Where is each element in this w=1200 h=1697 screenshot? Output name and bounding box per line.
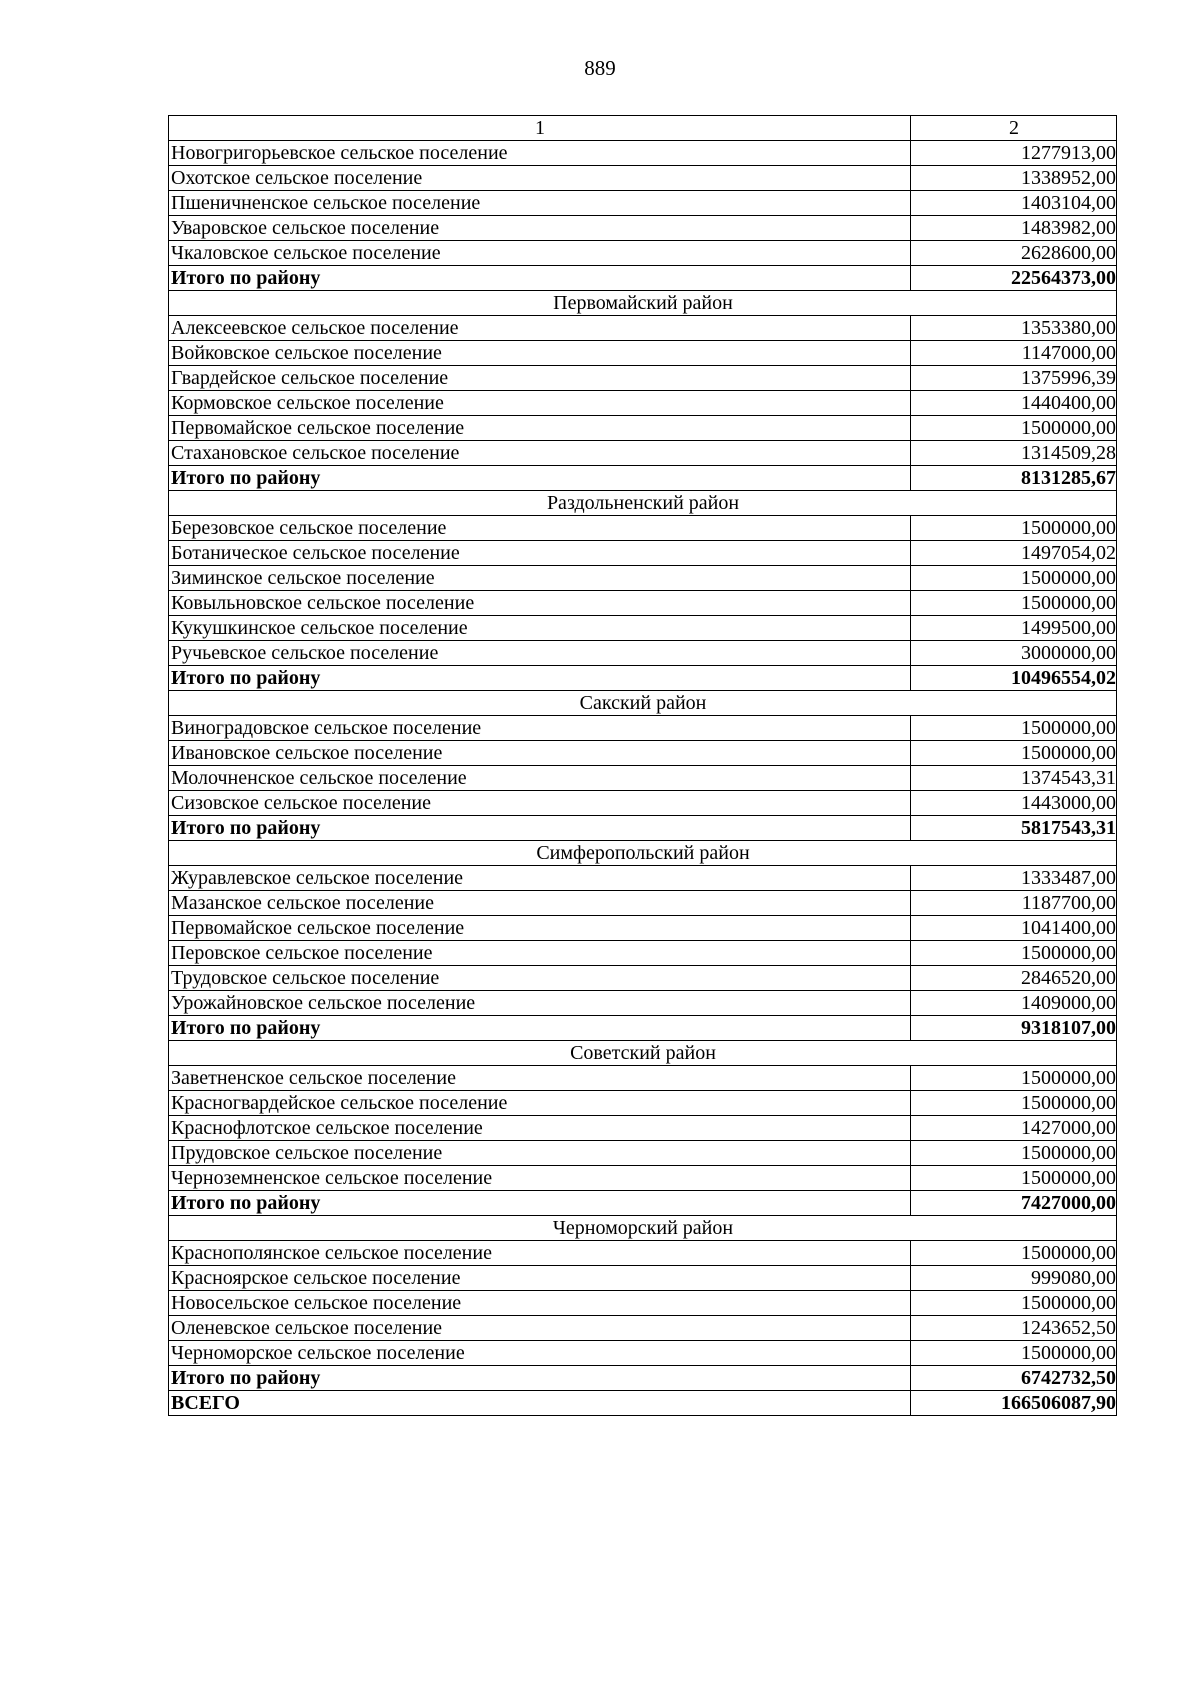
settlement-name: Молочненское сельское поселение bbox=[169, 766, 911, 791]
settlement-amount: 1374543,31 bbox=[911, 766, 1117, 791]
settlement-row bbox=[169, 941, 1117, 966]
settlement-name: Ковыльновское сельское поселение bbox=[169, 591, 911, 616]
settlement-name: Сизовское сельское поселение bbox=[169, 791, 911, 816]
settlement-amount: 1500000,00 bbox=[911, 741, 1117, 766]
settlement-amount: 1500000,00 bbox=[911, 516, 1117, 541]
district-header-row bbox=[169, 291, 1117, 316]
district-name: Раздольненский район bbox=[169, 491, 1117, 516]
settlement-amount: 3000000,00 bbox=[911, 641, 1117, 666]
total-label: Итого по району bbox=[169, 1016, 911, 1041]
total-amount: 9318107,00 bbox=[911, 1016, 1117, 1041]
settlement-amount: 1443000,00 bbox=[911, 791, 1117, 816]
settlement-amount: 1500000,00 bbox=[911, 941, 1117, 966]
settlement-amount: 1187700,00 bbox=[911, 891, 1117, 916]
settlement-amount: 1497054,02 bbox=[911, 541, 1117, 566]
settlement-name: Зиминское сельское поселение bbox=[169, 566, 911, 591]
settlement-row bbox=[169, 1091, 1117, 1116]
total-row bbox=[169, 1366, 1117, 1391]
total-label: Итого по району bbox=[169, 266, 911, 291]
settlement-row bbox=[169, 1291, 1117, 1316]
settlement-row bbox=[169, 1316, 1117, 1341]
settlement-amount: 1500000,00 bbox=[911, 1241, 1117, 1266]
settlement-name: Ивановское сельское поселение bbox=[169, 741, 911, 766]
settlement-amount: 1483982,00 bbox=[911, 216, 1117, 241]
settlement-name: Новосельское сельское поселение bbox=[169, 1291, 911, 1316]
settlement-name: Краснофлотское сельское поселение bbox=[169, 1116, 911, 1141]
settlement-row bbox=[169, 741, 1117, 766]
settlement-amount: 1277913,00 bbox=[911, 141, 1117, 166]
total-row bbox=[169, 466, 1117, 491]
total-label: Итого по району bbox=[169, 816, 911, 841]
settlement-amount: 1500000,00 bbox=[911, 716, 1117, 741]
settlement-row bbox=[169, 241, 1117, 266]
settlement-amount: 1440400,00 bbox=[911, 391, 1117, 416]
total-label: Итого по району bbox=[169, 1191, 911, 1216]
total-row bbox=[169, 266, 1117, 291]
district-name: Советский район bbox=[169, 1041, 1117, 1066]
settlement-row bbox=[169, 341, 1117, 366]
settlement-row bbox=[169, 1141, 1117, 1166]
settlement-amount: 1500000,00 bbox=[911, 1141, 1117, 1166]
total-row bbox=[169, 1191, 1117, 1216]
settlement-row bbox=[169, 791, 1117, 816]
total-row bbox=[169, 816, 1117, 841]
total-label: Итого по району bbox=[169, 1366, 911, 1391]
settlement-amount: 2846520,00 bbox=[911, 966, 1117, 991]
total-row bbox=[169, 1391, 1117, 1416]
settlement-row bbox=[169, 216, 1117, 241]
total-amount: 22564373,00 bbox=[911, 266, 1117, 291]
settlement-name: Виноградовское сельское поселение bbox=[169, 716, 911, 741]
settlement-row bbox=[169, 191, 1117, 216]
settlement-row bbox=[169, 716, 1117, 741]
settlement-amount: 1500000,00 bbox=[911, 416, 1117, 441]
settlement-row bbox=[169, 1241, 1117, 1266]
settlement-name: Уваровское сельское поселение bbox=[169, 216, 911, 241]
settlement-row bbox=[169, 391, 1117, 416]
header-row bbox=[169, 116, 1117, 141]
district-name: Первомайский район bbox=[169, 291, 1117, 316]
settlement-row bbox=[169, 566, 1117, 591]
settlement-name: Гвардейское сельское поселение bbox=[169, 366, 911, 391]
settlement-name: Красногвардейское сельское поселение bbox=[169, 1091, 911, 1116]
settlement-name: Перовское сельское поселение bbox=[169, 941, 911, 966]
district-header-row bbox=[169, 691, 1117, 716]
settlement-row bbox=[169, 316, 1117, 341]
settlement-amount: 1333487,00 bbox=[911, 866, 1117, 891]
total-amount: 10496554,02 bbox=[911, 666, 1117, 691]
settlement-row bbox=[169, 516, 1117, 541]
settlement-name: Первомайское сельское поселение bbox=[169, 416, 911, 441]
settlement-amount: 1353380,00 bbox=[911, 316, 1117, 341]
settlement-row bbox=[169, 1266, 1117, 1291]
district-name: Черноморский район bbox=[169, 1216, 1117, 1241]
settlement-name: Урожайновское сельское поселение bbox=[169, 991, 911, 1016]
settlement-row bbox=[169, 616, 1117, 641]
settlement-name: Ручьевское сельское поселение bbox=[169, 641, 911, 666]
table-body bbox=[169, 116, 1117, 1416]
settlement-name: Кукушкинское сельское поселение bbox=[169, 616, 911, 641]
settlement-amount: 1500000,00 bbox=[911, 591, 1117, 616]
settlement-name: Алексеевское сельское поселение bbox=[169, 316, 911, 341]
settlement-amount: 1499500,00 bbox=[911, 616, 1117, 641]
settlement-amount: 1500000,00 bbox=[911, 1091, 1117, 1116]
settlement-name: Березовское сельское поселение bbox=[169, 516, 911, 541]
settlement-name: Войковское сельское поселение bbox=[169, 341, 911, 366]
settlement-amount: 1375996,39 bbox=[911, 366, 1117, 391]
district-header-row bbox=[169, 1041, 1117, 1066]
settlement-amount: 1500000,00 bbox=[911, 1341, 1117, 1366]
settlement-amount: 1147000,00 bbox=[911, 341, 1117, 366]
settlement-name: Мазанское сельское поселение bbox=[169, 891, 911, 916]
total-row bbox=[169, 666, 1117, 691]
settlement-row bbox=[169, 416, 1117, 441]
total-amount: 6742732,50 bbox=[911, 1366, 1117, 1391]
settlement-row bbox=[169, 891, 1117, 916]
settlement-name: Ботаническое сельское поселение bbox=[169, 541, 911, 566]
allocation-table bbox=[168, 115, 1117, 1416]
settlement-amount: 1314509,28 bbox=[911, 441, 1117, 466]
settlement-row bbox=[169, 141, 1117, 166]
settlement-row bbox=[169, 641, 1117, 666]
settlement-row bbox=[169, 541, 1117, 566]
settlement-amount: 1500000,00 bbox=[911, 1166, 1117, 1191]
settlement-name: Стахановское сельское поселение bbox=[169, 441, 911, 466]
settlement-amount: 1243652,50 bbox=[911, 1316, 1117, 1341]
header-col2: 2 bbox=[911, 116, 1117, 141]
settlement-amount: 1500000,00 bbox=[911, 566, 1117, 591]
total-amount: 166506087,90 bbox=[911, 1391, 1117, 1416]
settlement-row bbox=[169, 1341, 1117, 1366]
settlement-amount: 1041400,00 bbox=[911, 916, 1117, 941]
settlement-name: Краснополянское сельское поселение bbox=[169, 1241, 911, 1266]
settlement-row bbox=[169, 991, 1117, 1016]
page-number: 889 bbox=[584, 56, 616, 80]
total-label: ВСЕГО bbox=[169, 1391, 911, 1416]
settlement-name: Черноморское сельское поселение bbox=[169, 1341, 911, 1366]
district-header-row bbox=[169, 841, 1117, 866]
settlement-amount: 1427000,00 bbox=[911, 1116, 1117, 1141]
settlement-name: Журавлевское сельское поселение bbox=[169, 866, 911, 891]
district-name: Симферопольский район bbox=[169, 841, 1117, 866]
settlement-amount: 1409000,00 bbox=[911, 991, 1117, 1016]
settlement-amount: 1500000,00 bbox=[911, 1291, 1117, 1316]
settlement-row bbox=[169, 366, 1117, 391]
settlement-name: Чкаловское сельское поселение bbox=[169, 241, 911, 266]
settlement-name: Трудовское сельское поселение bbox=[169, 966, 911, 991]
settlement-row bbox=[169, 916, 1117, 941]
settlement-row bbox=[169, 441, 1117, 466]
settlement-name: Заветненское сельское поселение bbox=[169, 1066, 911, 1091]
settlement-name: Оленевское сельское поселение bbox=[169, 1316, 911, 1341]
settlement-amount: 1338952,00 bbox=[911, 166, 1117, 191]
settlement-row bbox=[169, 591, 1117, 616]
settlement-amount: 2628600,00 bbox=[911, 241, 1117, 266]
settlement-row bbox=[169, 966, 1117, 991]
total-label: Итого по району bbox=[169, 466, 911, 491]
settlement-amount: 1500000,00 bbox=[911, 1066, 1117, 1091]
total-amount: 5817543,31 bbox=[911, 816, 1117, 841]
settlement-row bbox=[169, 766, 1117, 791]
total-label: Итого по району bbox=[169, 666, 911, 691]
total-amount: 8131285,67 bbox=[911, 466, 1117, 491]
settlement-name: Охотское сельское поселение bbox=[169, 166, 911, 191]
total-row bbox=[169, 1016, 1117, 1041]
settlement-amount: 1403104,00 bbox=[911, 191, 1117, 216]
settlement-row bbox=[169, 1066, 1117, 1091]
total-amount: 7427000,00 bbox=[911, 1191, 1117, 1216]
settlement-row bbox=[169, 1166, 1117, 1191]
settlement-name: Черноземненское сельское поселение bbox=[169, 1166, 911, 1191]
settlement-row bbox=[169, 866, 1117, 891]
settlement-name: Кормовское сельское поселение bbox=[169, 391, 911, 416]
settlement-name: Пшеничненское сельское поселение bbox=[169, 191, 911, 216]
header-col1: 1 bbox=[169, 116, 911, 141]
settlement-name: Новогригорьевское сельское поселение bbox=[169, 141, 911, 166]
settlement-amount: 999080,00 bbox=[911, 1266, 1117, 1291]
district-header-row bbox=[169, 491, 1117, 516]
settlement-name: Красноярское сельское поселение bbox=[169, 1266, 911, 1291]
settlement-row bbox=[169, 166, 1117, 191]
settlement-name: Прудовское сельское поселение bbox=[169, 1141, 911, 1166]
district-name: Сакский район bbox=[169, 691, 1117, 716]
settlement-row bbox=[169, 1116, 1117, 1141]
settlement-name: Первомайское сельское поселение bbox=[169, 916, 911, 941]
district-header-row bbox=[169, 1216, 1117, 1241]
